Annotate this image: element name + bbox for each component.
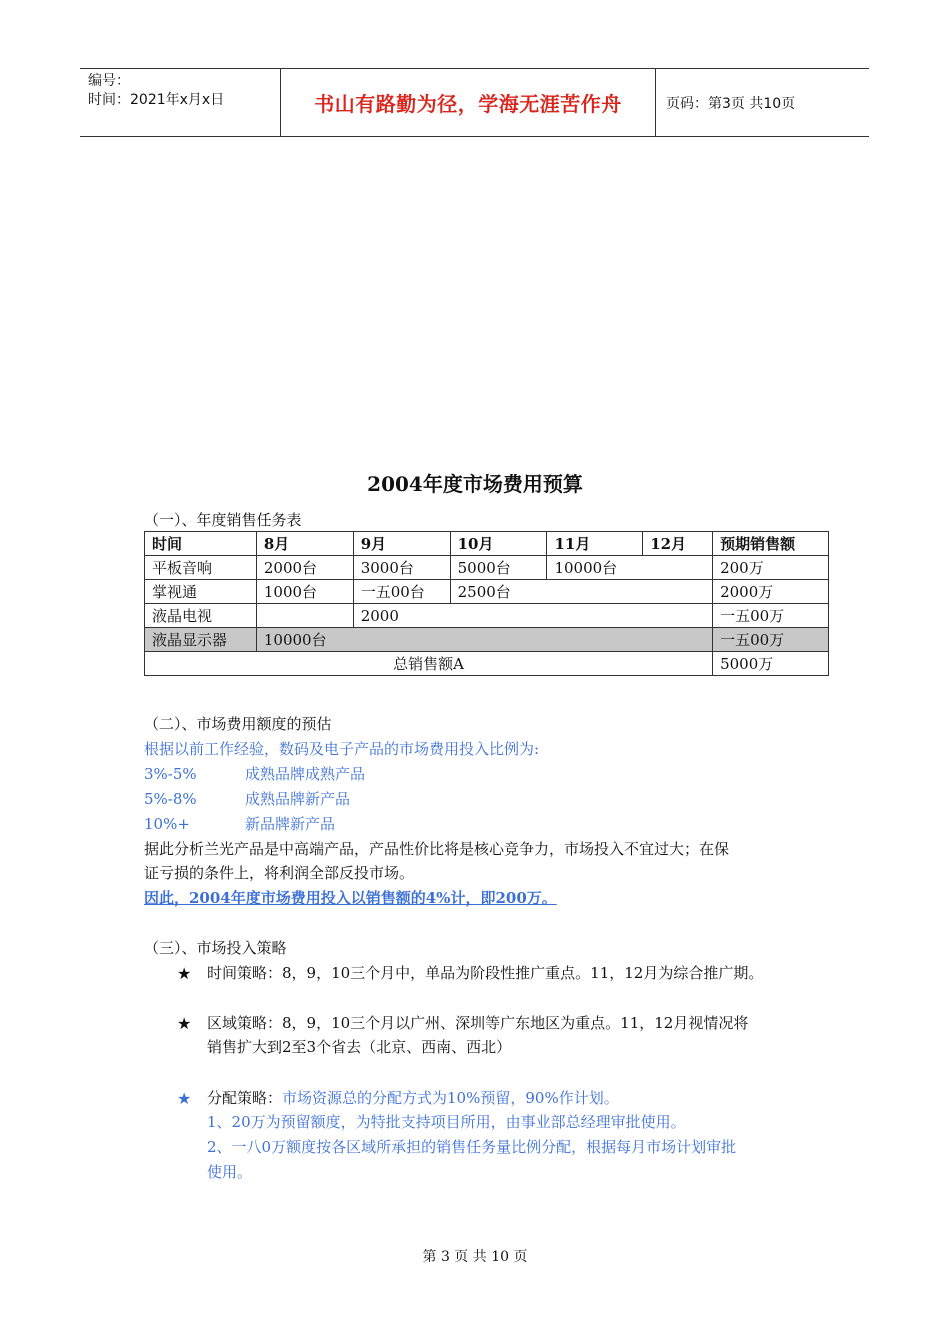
ratio-desc: 新品牌新产品: [245, 815, 336, 833]
table-cell: 一五00台: [353, 580, 450, 604]
table-header-row: [145, 532, 829, 556]
total-label: 总销售额A: [145, 652, 713, 676]
section3-heading: （三）、市场投入策略: [144, 939, 287, 957]
ratio-range: 5%-8%: [144, 790, 197, 808]
allocation-label: 分配策略：: [207, 1089, 283, 1107]
section1-heading: （一）、年度销售任务表: [144, 511, 302, 529]
header-page-code: 页码：第3页 共10页: [666, 95, 796, 112]
star-bullet-icon: ★: [177, 1089, 192, 1108]
table-cell: 5000台: [450, 556, 547, 580]
table-cell: 2500台: [450, 580, 712, 604]
analysis-line-2: 证亏损的条件上，将利润全部反投市场。: [144, 864, 415, 882]
table-cell: 一五00万: [713, 628, 829, 652]
col-header: 9月: [353, 532, 450, 556]
ratio-range: 10%+: [144, 815, 190, 833]
table-cell: 2000: [353, 604, 712, 628]
star-bullet-icon: ★: [177, 964, 192, 983]
col-header: 8月: [256, 532, 353, 556]
table-row: [145, 604, 829, 628]
allocation-item-1: 1、20万为预留额度，为特批支持项目所用，由事业部总经理审批使用。: [207, 1113, 686, 1131]
table-cell: 3000台: [353, 556, 450, 580]
table-cell: 掌视通: [145, 580, 257, 604]
table-row: [145, 628, 829, 652]
table-cell: [256, 604, 353, 628]
table-cell: 液晶显示器: [145, 628, 257, 652]
star-bullet-icon: ★: [177, 1014, 192, 1033]
col-header: 预期销售额: [713, 532, 829, 556]
table-cell: 2000台: [256, 556, 353, 580]
allocation-strategy: [207, 1086, 619, 1111]
table-row: [145, 556, 829, 580]
document-title: 2004年度市场费用预算: [367, 472, 583, 496]
section2-heading: （二）、市场费用额度的预估: [144, 715, 332, 733]
table-cell: 2000万: [713, 580, 829, 604]
budget-conclusion: 因此，2004年度市场费用投入以销售额的4%计，即200万。: [144, 889, 557, 907]
sales-task-table: [144, 531, 829, 676]
table-cell: 一五00万: [713, 604, 829, 628]
table-cell: 平板音响: [145, 556, 257, 580]
table-total-row: [145, 652, 829, 676]
header-meta: [80, 69, 280, 136]
ratio-range: 3%-5%: [144, 765, 197, 783]
table-row: [145, 580, 829, 604]
col-header: 时间: [145, 532, 257, 556]
analysis-line-1: 据此分析兰光产品是中高端产品，产品性价比将是核心竞争力，市场投入不宜过大；在保: [144, 840, 730, 858]
time-label: 时间：2021年x月x日: [88, 92, 225, 108]
table-cell: 200万: [713, 556, 829, 580]
page-footer: 第 3 页 共 10 页: [422, 1249, 528, 1265]
region-strategy-line-2: 销售扩大到2至3个省去（北京、西南、西北）: [207, 1038, 512, 1056]
region-strategy-line-1: 区域策略：8，9，10三个月以广州、深圳等广东地区为重点。11，12月视情况将: [207, 1014, 749, 1032]
col-header: 10月: [450, 532, 547, 556]
table-cell: 1000台: [256, 580, 353, 604]
col-header: 12月: [643, 532, 713, 556]
table-cell: 10000台: [256, 628, 712, 652]
number-label: 编号：: [88, 73, 130, 89]
allocation-item-2-line-1: 2、一八0万额度按各区域所承担的销售任务量比例分配，根据每月市场计划审批: [207, 1138, 737, 1156]
ratio-desc: 成熟品牌成熟产品: [245, 765, 366, 783]
allocation-item-2-line-2: 使用。: [207, 1163, 253, 1181]
allocation-desc: 市场资源总的分配方式为10%预留，90%作计划。: [282, 1089, 619, 1107]
time-strategy: 时间策略：8，9，10三个月中，单品为阶段性推广重点。11，12月为综合推广期。: [207, 964, 764, 982]
col-header: 11月: [547, 532, 643, 556]
page-header: [80, 68, 869, 137]
table-cell: 10000台: [547, 556, 713, 580]
ratio-desc: 成熟品牌新产品: [245, 790, 351, 808]
header-motto: 书山有路勤为径，学海无涯苦作舟: [280, 69, 656, 136]
total-value: 5000万: [713, 652, 829, 676]
table-cell: 液晶电视: [145, 604, 257, 628]
section2-intro: 根据以前工作经验，数码及电子产品的市场费用投入比例为:: [144, 740, 540, 758]
